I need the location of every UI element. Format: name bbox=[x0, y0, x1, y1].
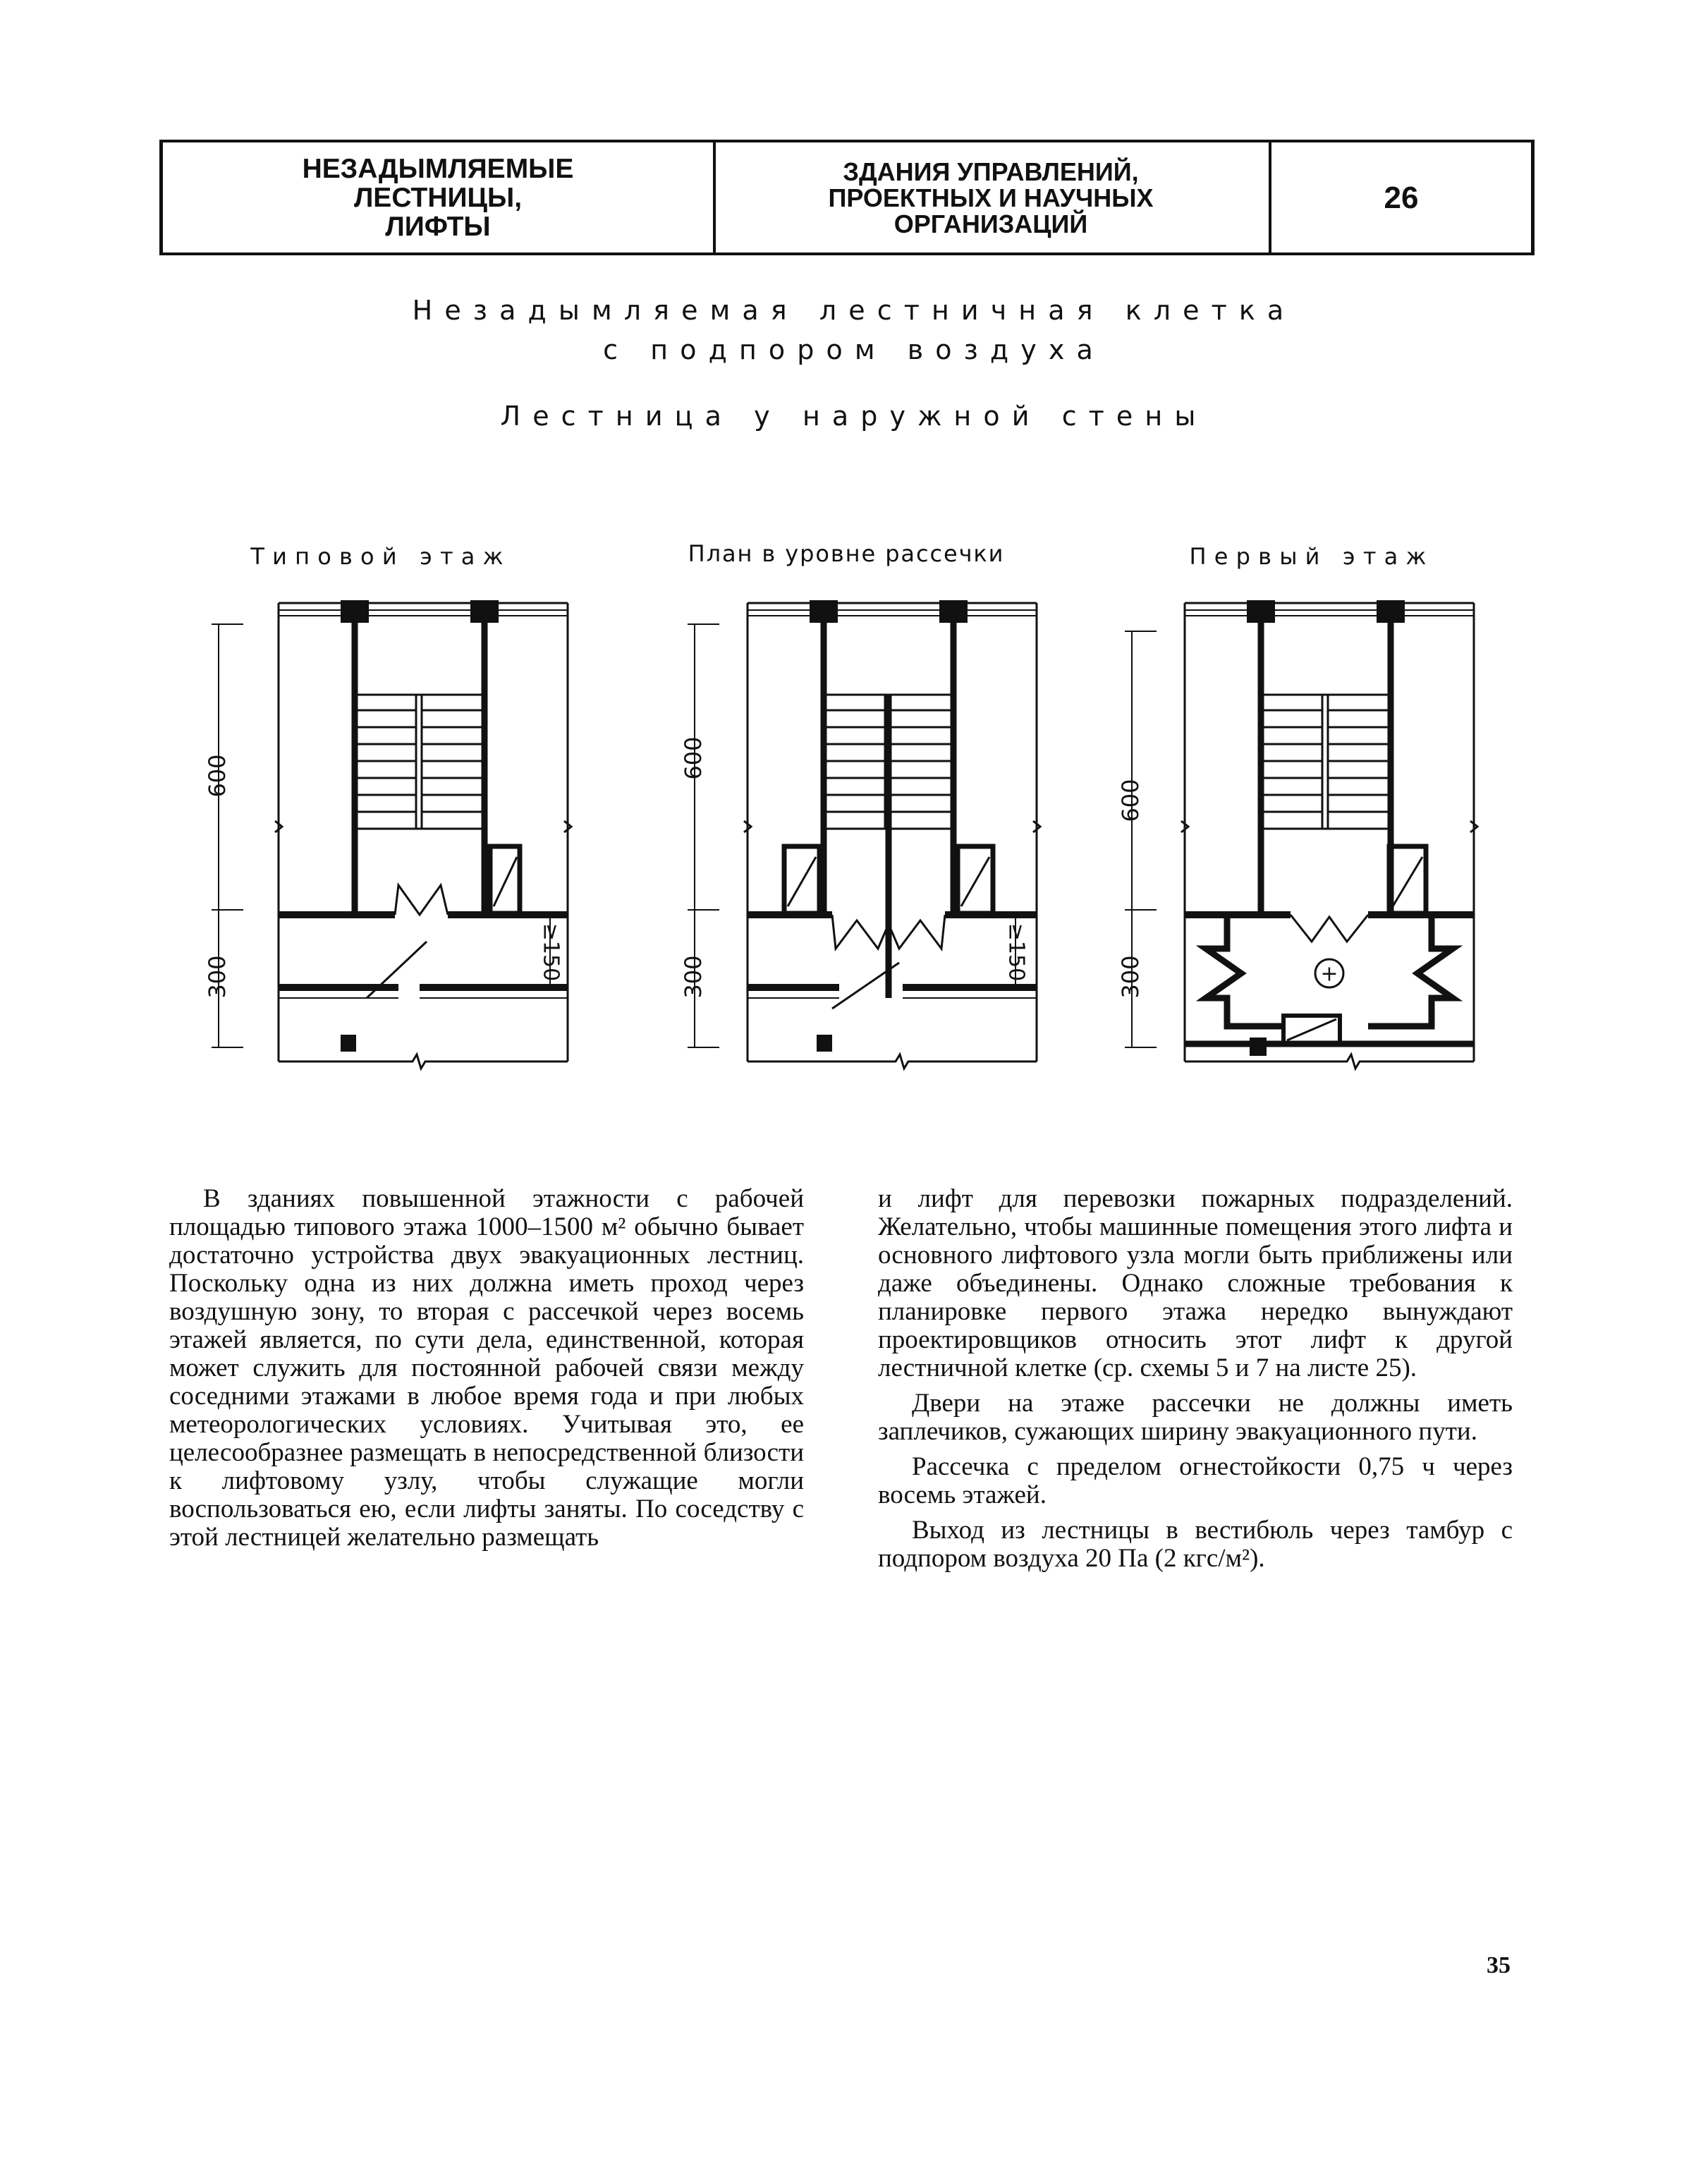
page-subtitle: Лестница у наружной стены bbox=[500, 401, 1208, 432]
body-left-column bbox=[169, 1185, 804, 1559]
dim-label-300: 300 bbox=[1117, 955, 1144, 999]
body-paragraph: Рассечка с пределом огнестойкости 0,75 ч через восемь этажей. bbox=[878, 1452, 1513, 1509]
dim-label-300: 300 bbox=[204, 955, 231, 999]
body-right-column bbox=[878, 1185, 1513, 1580]
body-paragraph: Двери на этаже рассечки не должны иметь заплечиков, сужающих ширину эвакуационного пути. bbox=[878, 1389, 1513, 1446]
pressurization-symbol: + bbox=[1320, 961, 1338, 987]
diagram-title-cut-level: План в уровне рассечки bbox=[688, 540, 1005, 567]
gap-dim-label: ≥150 bbox=[1004, 923, 1029, 982]
dim-label-600: 600 bbox=[680, 736, 707, 780]
page-title-line1: Незадымляемая лестничная клетка bbox=[412, 295, 1296, 326]
body-paragraph: Выход из лестницы в вестибюль через тамбур с подпором воздуха 20 Па (2 кгс/м²). bbox=[878, 1516, 1513, 1573]
page-title-line2: с подпором воздуха bbox=[603, 334, 1105, 365]
dim-label-300: 300 bbox=[680, 955, 707, 999]
header-section: НЕЗАДЫМЛЯЕМЫЕ ЛЕСТНИЦЫ, ЛИФТЫ bbox=[163, 142, 716, 253]
header-category: ЗДАНИЯ УПРАВЛЕНИЙ, ПРОЕКТНЫХ И НАУЧНЫХ ОРГАНИЗАЦИЙ bbox=[713, 142, 1271, 253]
body-paragraph: В зданиях повышенной этажности с рабочей площадью типового этажа 1000–1500 м² обычно бывает достаточно устройства двух эвакуационных лестниц. Поскольку одна из них должна иметь проход через воздушную зону, то вторая с рассечкой через восемь этажей является, по сути дела, единственной, которая может служить для постоянной рабочей связи между соседними этажами в любое время года и при любых метеорологических условиях. Учитывая это, ее целесообразнее размещать в непосредственной близости к лифтовому узлу, чтобы служащие могли воспользоваться ею, если лифты заняты. По соседству с этой лестницей желательно размещать bbox=[169, 1184, 804, 1552]
diagram-title-first-floor: Первый этаж bbox=[1189, 543, 1434, 570]
header-sheet-number: 26 bbox=[1384, 180, 1419, 215]
dim-label-600: 600 bbox=[204, 754, 231, 798]
dim-label-600: 600 bbox=[1117, 779, 1144, 822]
body-paragraph: и лифт для перевозки пожарных подразделений. Желательно, чтобы машинные помещения этого лифта и основного лифтового узла могли быть приближены или даже объединены. Однако сложные требования к планировке первого этажа нередко вынуждают проектировщиков относить этот лифт к другой лестничной клетке (ср. схемы 5 и 7 на листе 25). bbox=[878, 1184, 1513, 1382]
gap-dim-label: ≥150 bbox=[538, 923, 563, 982]
page-number: 35 bbox=[1487, 1952, 1511, 1978]
diagram-title-typical-floor: Типовой этаж bbox=[250, 543, 511, 570]
